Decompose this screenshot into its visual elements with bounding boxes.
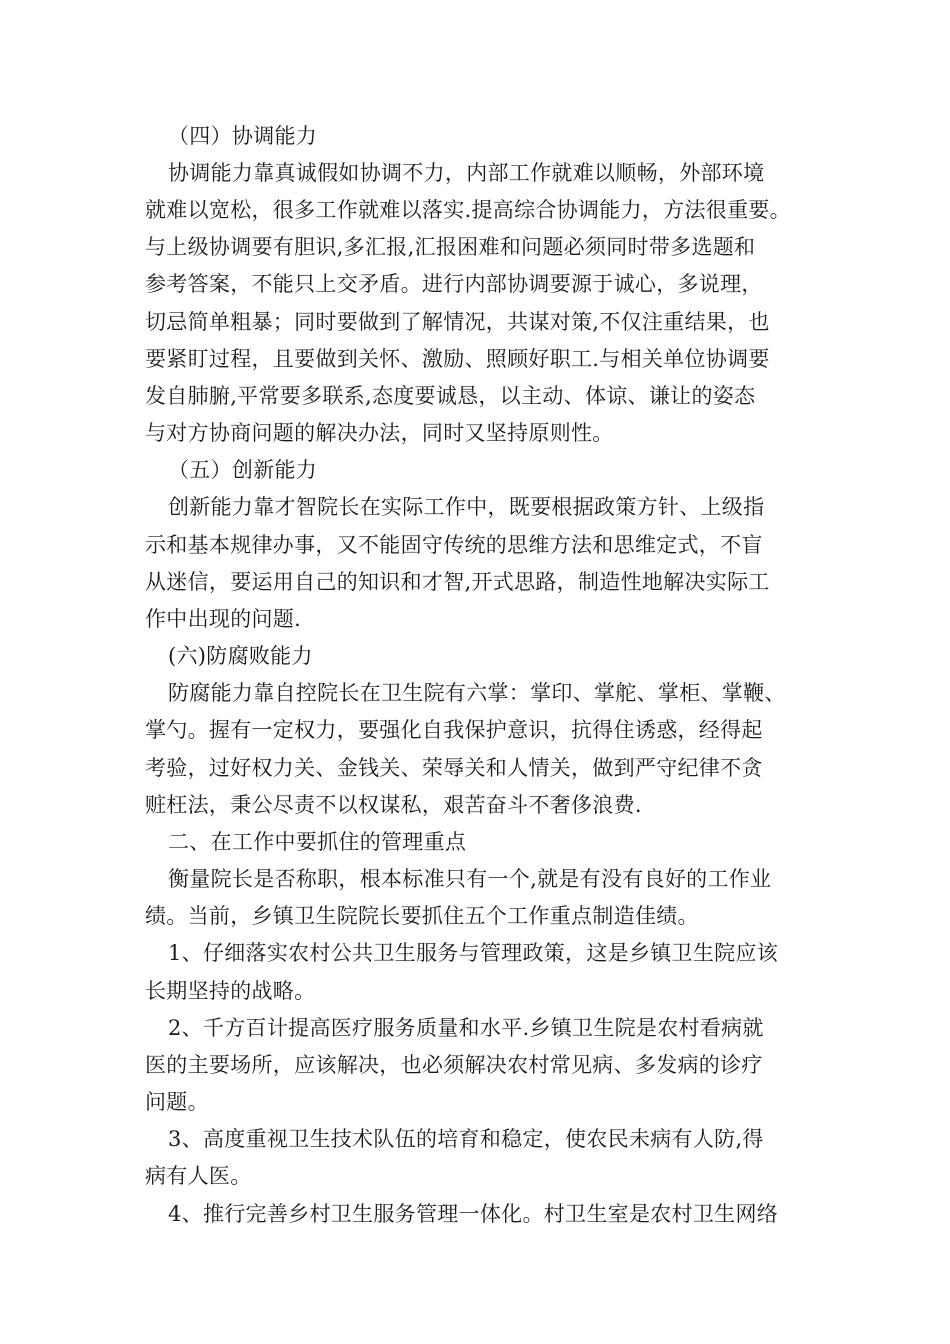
paragraph-line: 协调能力靠真诚假如协调不力，内部工作就难以顺畅，外部环境 [168,161,765,185]
paragraph-line: 与上级协调要有胆识,多汇报,汇报困难和问题必须同时带多选题和 [145,235,756,259]
section-heading-innovation: （五）创新能力 [168,458,318,482]
section-heading-anticorruption: (六)防腐败能力 [168,644,313,668]
paragraph-line: 掌勺。握有一定权力，要强化自我保护意识，抗得住诱惑，经得起 [145,718,763,742]
paragraph-line: 衡量院长是否称职，根本标准只有一个,就是有没有良好的工作业 [168,867,772,891]
paragraph-line: 问题。 [145,1090,209,1114]
paragraph-line: 作中出现的问题. [145,607,302,631]
paragraph-line: 防腐能力靠自控院长在卫生院有六掌：掌印、掌舵、掌柜、掌鞭、 [168,681,786,705]
paragraph-line: 赃枉法，秉公尽责不以权谋私，艰苦奋斗不奢侈浪费. [145,793,642,817]
paragraph-line: 切忌简单粗暴；同时要做到了解情况，共谋对策,不仅注重结果，也 [145,310,770,334]
list-item-2: 2、千方百计提高医疗服务质量和水平.乡镇卫生院是农村看病就 [168,1016,764,1040]
section-heading-management: 二、在工作中要抓住的管理重点 [168,830,467,854]
paragraph-line: 发自肺腑,平常要多联系,态度要诚恳，以主动、体谅、谦让的姿态 [145,384,756,408]
paragraph-line: 长期坚持的战略。 [145,979,316,1003]
list-item-3: 3、高度重视卫生技术队伍的培育和稳定，使农民未病有人防,得 [168,1127,764,1151]
section-heading-coordination: （四）协调能力 [168,124,318,148]
paragraph-line: 与对方协商问题的解决办法，同时又坚持原则性。 [145,421,614,445]
list-item-1: 1、仔细落实农村公共卫生服务与管理政策，这是乡镇卫生院应该 [168,941,779,965]
list-item-4: 4、推行完善乡村卫生服务管理一体化。村卫生室是农村卫生网络 [168,1202,779,1226]
paragraph-line: 从迷信，要运用自己的知识和才智,开式思路，制造性地解决实际工 [145,570,770,594]
paragraph-line: 创新能力靠才智院长在实际工作中，既要根据政策方针、上级指 [168,495,765,519]
paragraph-line: 示和基本规律办事，又不能固守传统的思维方法和思维定式，不盲 [145,533,763,557]
paragraph-line: 绩。当前，乡镇卫生院院长要抓住五个工作重点制造佳绩。 [145,904,699,928]
paragraph-line: 病有人医。 [145,1164,252,1188]
paragraph-line: 参考答案，不能只上交矛盾。进行内部协调要源于诚心，多说理， [145,272,763,296]
paragraph-line: 考验，过好权力关、金钱关、荣辱关和人情关，做到严守纪律不贪 [145,756,763,780]
paragraph-line: 就难以宽松，很多工作就难以落实.提高综合协调能力，方法很重要。 [145,198,791,222]
paragraph-line: 要紧盯过程，且要做到关怀、激励、照顾好职工.与相关单位协调要 [145,347,770,371]
paragraph-line: 医的主要场所，应该解决，也必须解决农村常见病、多发病的诊疗 [145,1053,763,1077]
